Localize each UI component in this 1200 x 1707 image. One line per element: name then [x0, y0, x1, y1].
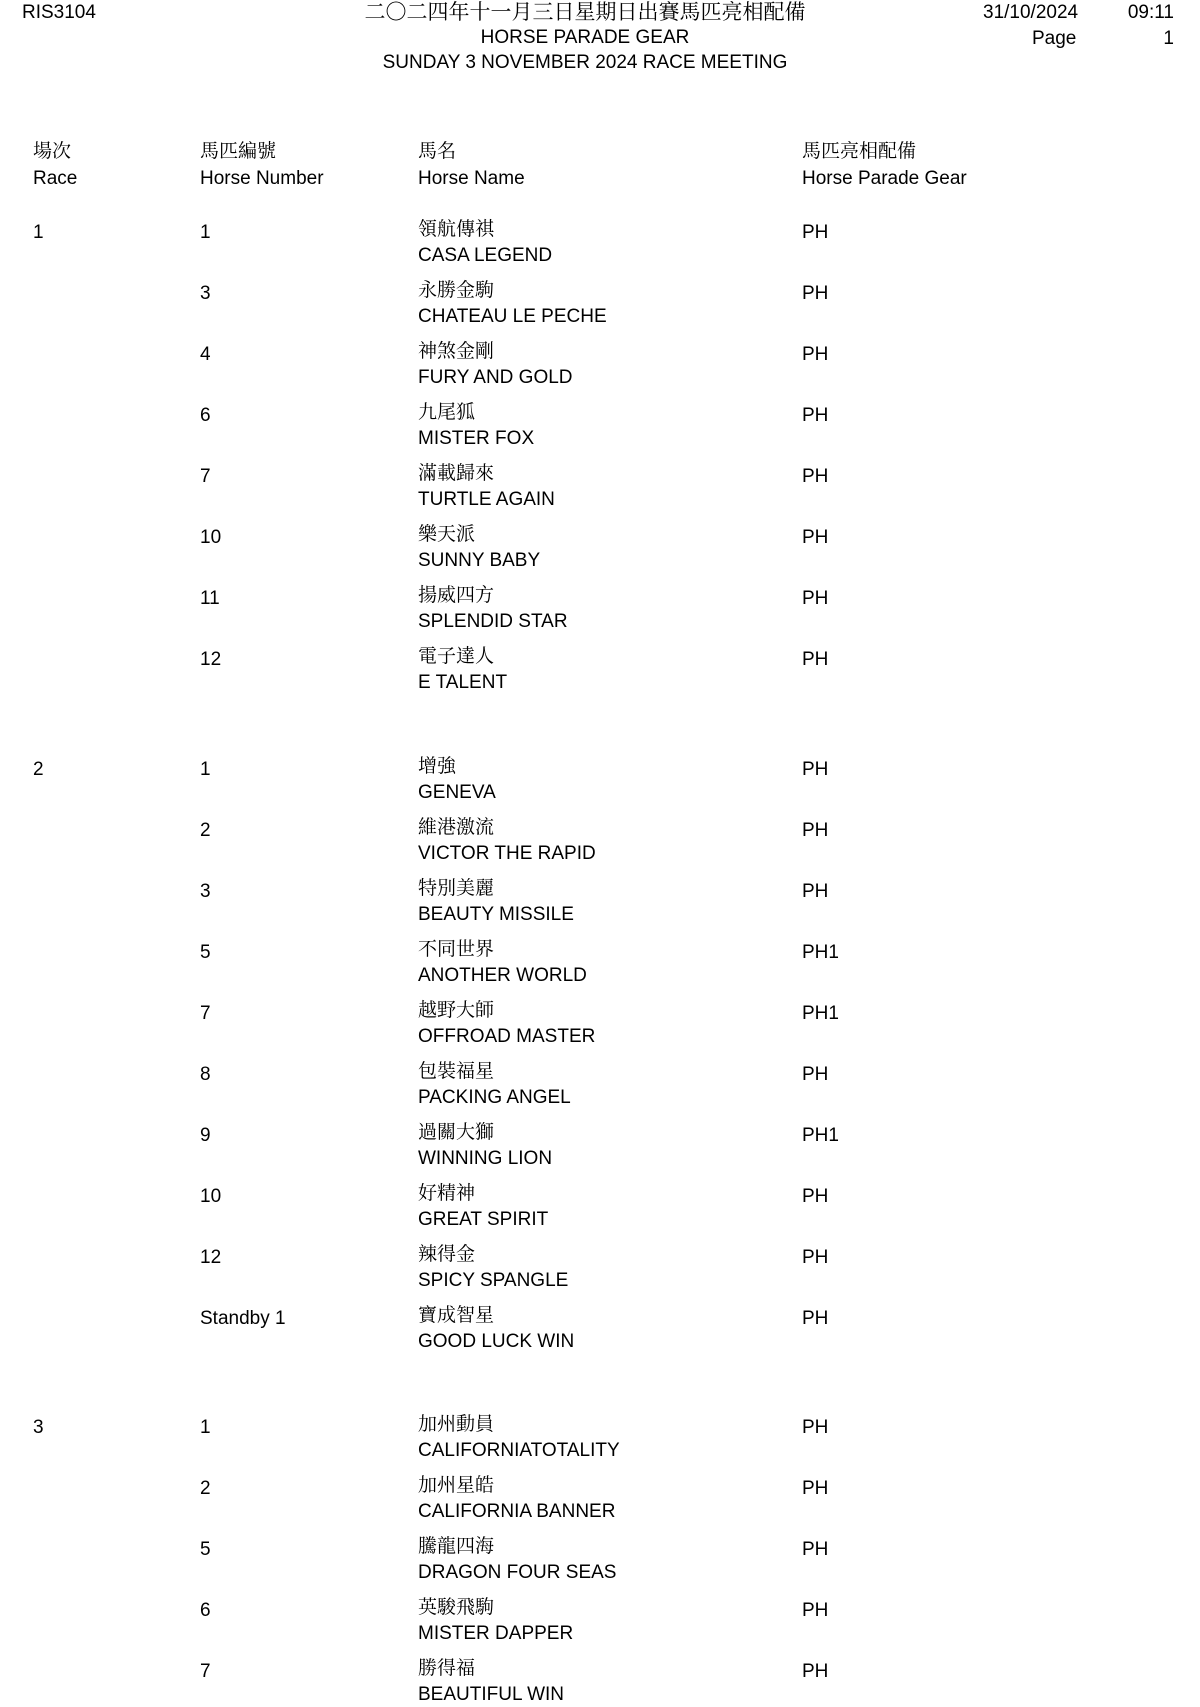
horse-name-en: BEAUTY MISSILE: [418, 904, 574, 925]
race-number: 1: [33, 222, 44, 243]
horse-number: 2: [200, 820, 211, 841]
report-time: 09:11: [1127, 2, 1174, 23]
horse-name-zh: 電子達人: [418, 645, 495, 667]
report-title-zh: 二〇二四年十一月三日星期日出賽馬匹亮相配備: [364, 0, 806, 24]
parade-gear: PH: [802, 344, 829, 365]
horse-name-en: CHATEAU LE PECHE: [418, 306, 607, 327]
horse-name-zh: 揚威四方: [418, 584, 495, 606]
horse-number: 5: [200, 942, 211, 963]
parade-gear: PH: [802, 1478, 829, 1499]
horse-number: 3: [200, 283, 211, 304]
horse-name-en: CALIFORNIATOTALITY: [418, 1440, 620, 1461]
column-header-horse-name-zh: 馬名: [418, 140, 457, 162]
report-subtitle: SUNDAY 3 NOVEMBER 2024 RACE MEETING: [382, 52, 788, 73]
report-date: 31/10/2024: [983, 2, 1079, 23]
horse-name-zh: 辣得金: [418, 1243, 476, 1265]
parade-gear: PH: [802, 1661, 829, 1682]
horse-name-en: BEAUTIFUL WIN: [418, 1684, 565, 1705]
parade-gear: PH: [802, 1600, 829, 1621]
column-header-race-en: Race: [33, 168, 78, 189]
horse-name-en: SPLENDID STAR: [418, 611, 568, 632]
parade-gear: PH: [802, 1308, 829, 1329]
horse-name-en: E TALENT: [418, 672, 508, 693]
parade-gear: PH: [802, 881, 829, 902]
parade-gear: PH: [802, 820, 829, 841]
horse-number: 1: [200, 759, 211, 780]
horse-number: 6: [200, 1600, 211, 1621]
horse-name-en: GOOD LUCK WIN: [418, 1331, 575, 1352]
horse-name-en: VICTOR THE RAPID: [418, 843, 596, 864]
report-code: RIS3104: [22, 2, 96, 23]
horse-name-zh: 特別美麗: [418, 877, 495, 899]
horse-name-zh: 神煞金剛: [418, 340, 495, 362]
horse-name-en: SPICY SPANGLE: [418, 1270, 569, 1291]
horse-name-zh: 過關大獅: [418, 1121, 495, 1143]
horse-name-zh: 包裝福星: [418, 1060, 495, 1082]
horse-number: Standby 1: [200, 1308, 286, 1329]
horse-name-en: CALIFORNIA BANNER: [418, 1501, 616, 1522]
horse-number: 7: [200, 1661, 211, 1682]
column-header-parade-gear-en: Horse Parade Gear: [802, 168, 967, 189]
horse-name-en: GENEVA: [418, 782, 496, 803]
race-number: 2: [33, 759, 44, 780]
horse-name-en: MISTER DAPPER: [418, 1623, 574, 1644]
parade-gear: PH: [802, 649, 829, 670]
parade-gear: PH1: [802, 1125, 839, 1146]
horse-number: 4: [200, 344, 211, 365]
horse-name-en: WINNING LION: [418, 1148, 553, 1169]
horse-number: 2: [200, 1478, 211, 1499]
column-header-horse-name-en: Horse Name: [418, 168, 525, 189]
horse-name-zh: 不同世界: [418, 938, 495, 960]
horse-name-en: OFFROAD MASTER: [418, 1026, 596, 1047]
parade-gear: PH: [802, 405, 829, 426]
parade-gear: PH1: [802, 1003, 839, 1024]
horse-name-en: SUNNY BABY: [418, 550, 541, 571]
horse-number: 9: [200, 1125, 211, 1146]
column-header-horse-number-en: Horse Number: [200, 168, 324, 189]
column-header-parade-gear-zh: 馬匹亮相配備: [802, 140, 917, 162]
parade-gear: PH: [802, 283, 829, 304]
horse-number: 10: [200, 527, 222, 548]
horse-name-zh: 勝得福: [418, 1657, 476, 1679]
horse-name-en: TURTLE AGAIN: [418, 489, 555, 510]
parade-gear: PH1: [802, 942, 839, 963]
report-title-en: HORSE PARADE GEAR: [480, 27, 690, 48]
horse-name-zh: 九尾狐: [418, 401, 476, 423]
parade-gear: PH: [802, 1186, 829, 1207]
horse-name-zh: 加州星皓: [418, 1474, 495, 1496]
horse-number: 7: [200, 1003, 211, 1024]
parade-gear: PH: [802, 466, 829, 487]
horse-name-en: DRAGON FOUR SEAS: [418, 1562, 617, 1583]
horse-name-zh: 英駿飛駒: [418, 1596, 495, 1618]
horse-name-en: FURY AND GOLD: [418, 367, 573, 388]
horse-number: 12: [200, 1247, 222, 1268]
horse-name-zh: 加州動員: [418, 1413, 495, 1435]
horse-name-zh: 領航傳祺: [418, 218, 495, 240]
parade-gear: PH: [802, 1539, 829, 1560]
horse-number: 3: [200, 881, 211, 902]
horse-name-zh: 寶成智星: [418, 1304, 495, 1326]
horse-number: 1: [200, 1417, 211, 1438]
column-header-horse-number-zh: 馬匹編號: [200, 140, 277, 162]
horse-name-en: MISTER FOX: [418, 428, 535, 449]
horse-name-zh: 好精神: [418, 1182, 476, 1204]
race-number: 3: [33, 1417, 44, 1438]
horse-name-zh: 樂天派: [418, 523, 476, 545]
horse-name-zh: 永勝金駒: [418, 279, 495, 301]
horse-number: 8: [200, 1064, 211, 1085]
parade-gear: PH: [802, 1247, 829, 1268]
horse-name-zh: 騰龍四海: [418, 1535, 495, 1557]
parade-gear: PH: [802, 527, 829, 548]
horse-number: 6: [200, 405, 211, 426]
parade-gear: PH: [802, 1064, 829, 1085]
horse-name-en: PACKING ANGEL: [418, 1087, 571, 1108]
horse-number: 1: [200, 222, 211, 243]
parade-gear: PH: [802, 588, 829, 609]
horse-name-zh: 增強: [418, 755, 457, 777]
parade-gear: PH: [802, 759, 829, 780]
page-label: Page: [1032, 28, 1077, 49]
horse-name-zh: 滿載歸來: [418, 462, 495, 484]
horse-number: 7: [200, 466, 211, 487]
parade-gear: PH: [802, 1417, 829, 1438]
horse-number: 12: [200, 649, 222, 670]
page-number: 1: [1163, 28, 1174, 49]
horse-name-en: CASA LEGEND: [418, 245, 553, 266]
horse-name-en: GREAT SPIRIT: [418, 1209, 549, 1230]
parade-gear: PH: [802, 222, 829, 243]
horse-number: 10: [200, 1186, 222, 1207]
horse-number: 11: [200, 588, 220, 609]
horse-name-en: ANOTHER WORLD: [418, 965, 587, 986]
column-header-race-zh: 場次: [33, 140, 72, 162]
horse-name-zh: 越野大師: [418, 999, 495, 1021]
horse-number: 5: [200, 1539, 211, 1560]
horse-name-zh: 維港激流: [418, 816, 495, 838]
